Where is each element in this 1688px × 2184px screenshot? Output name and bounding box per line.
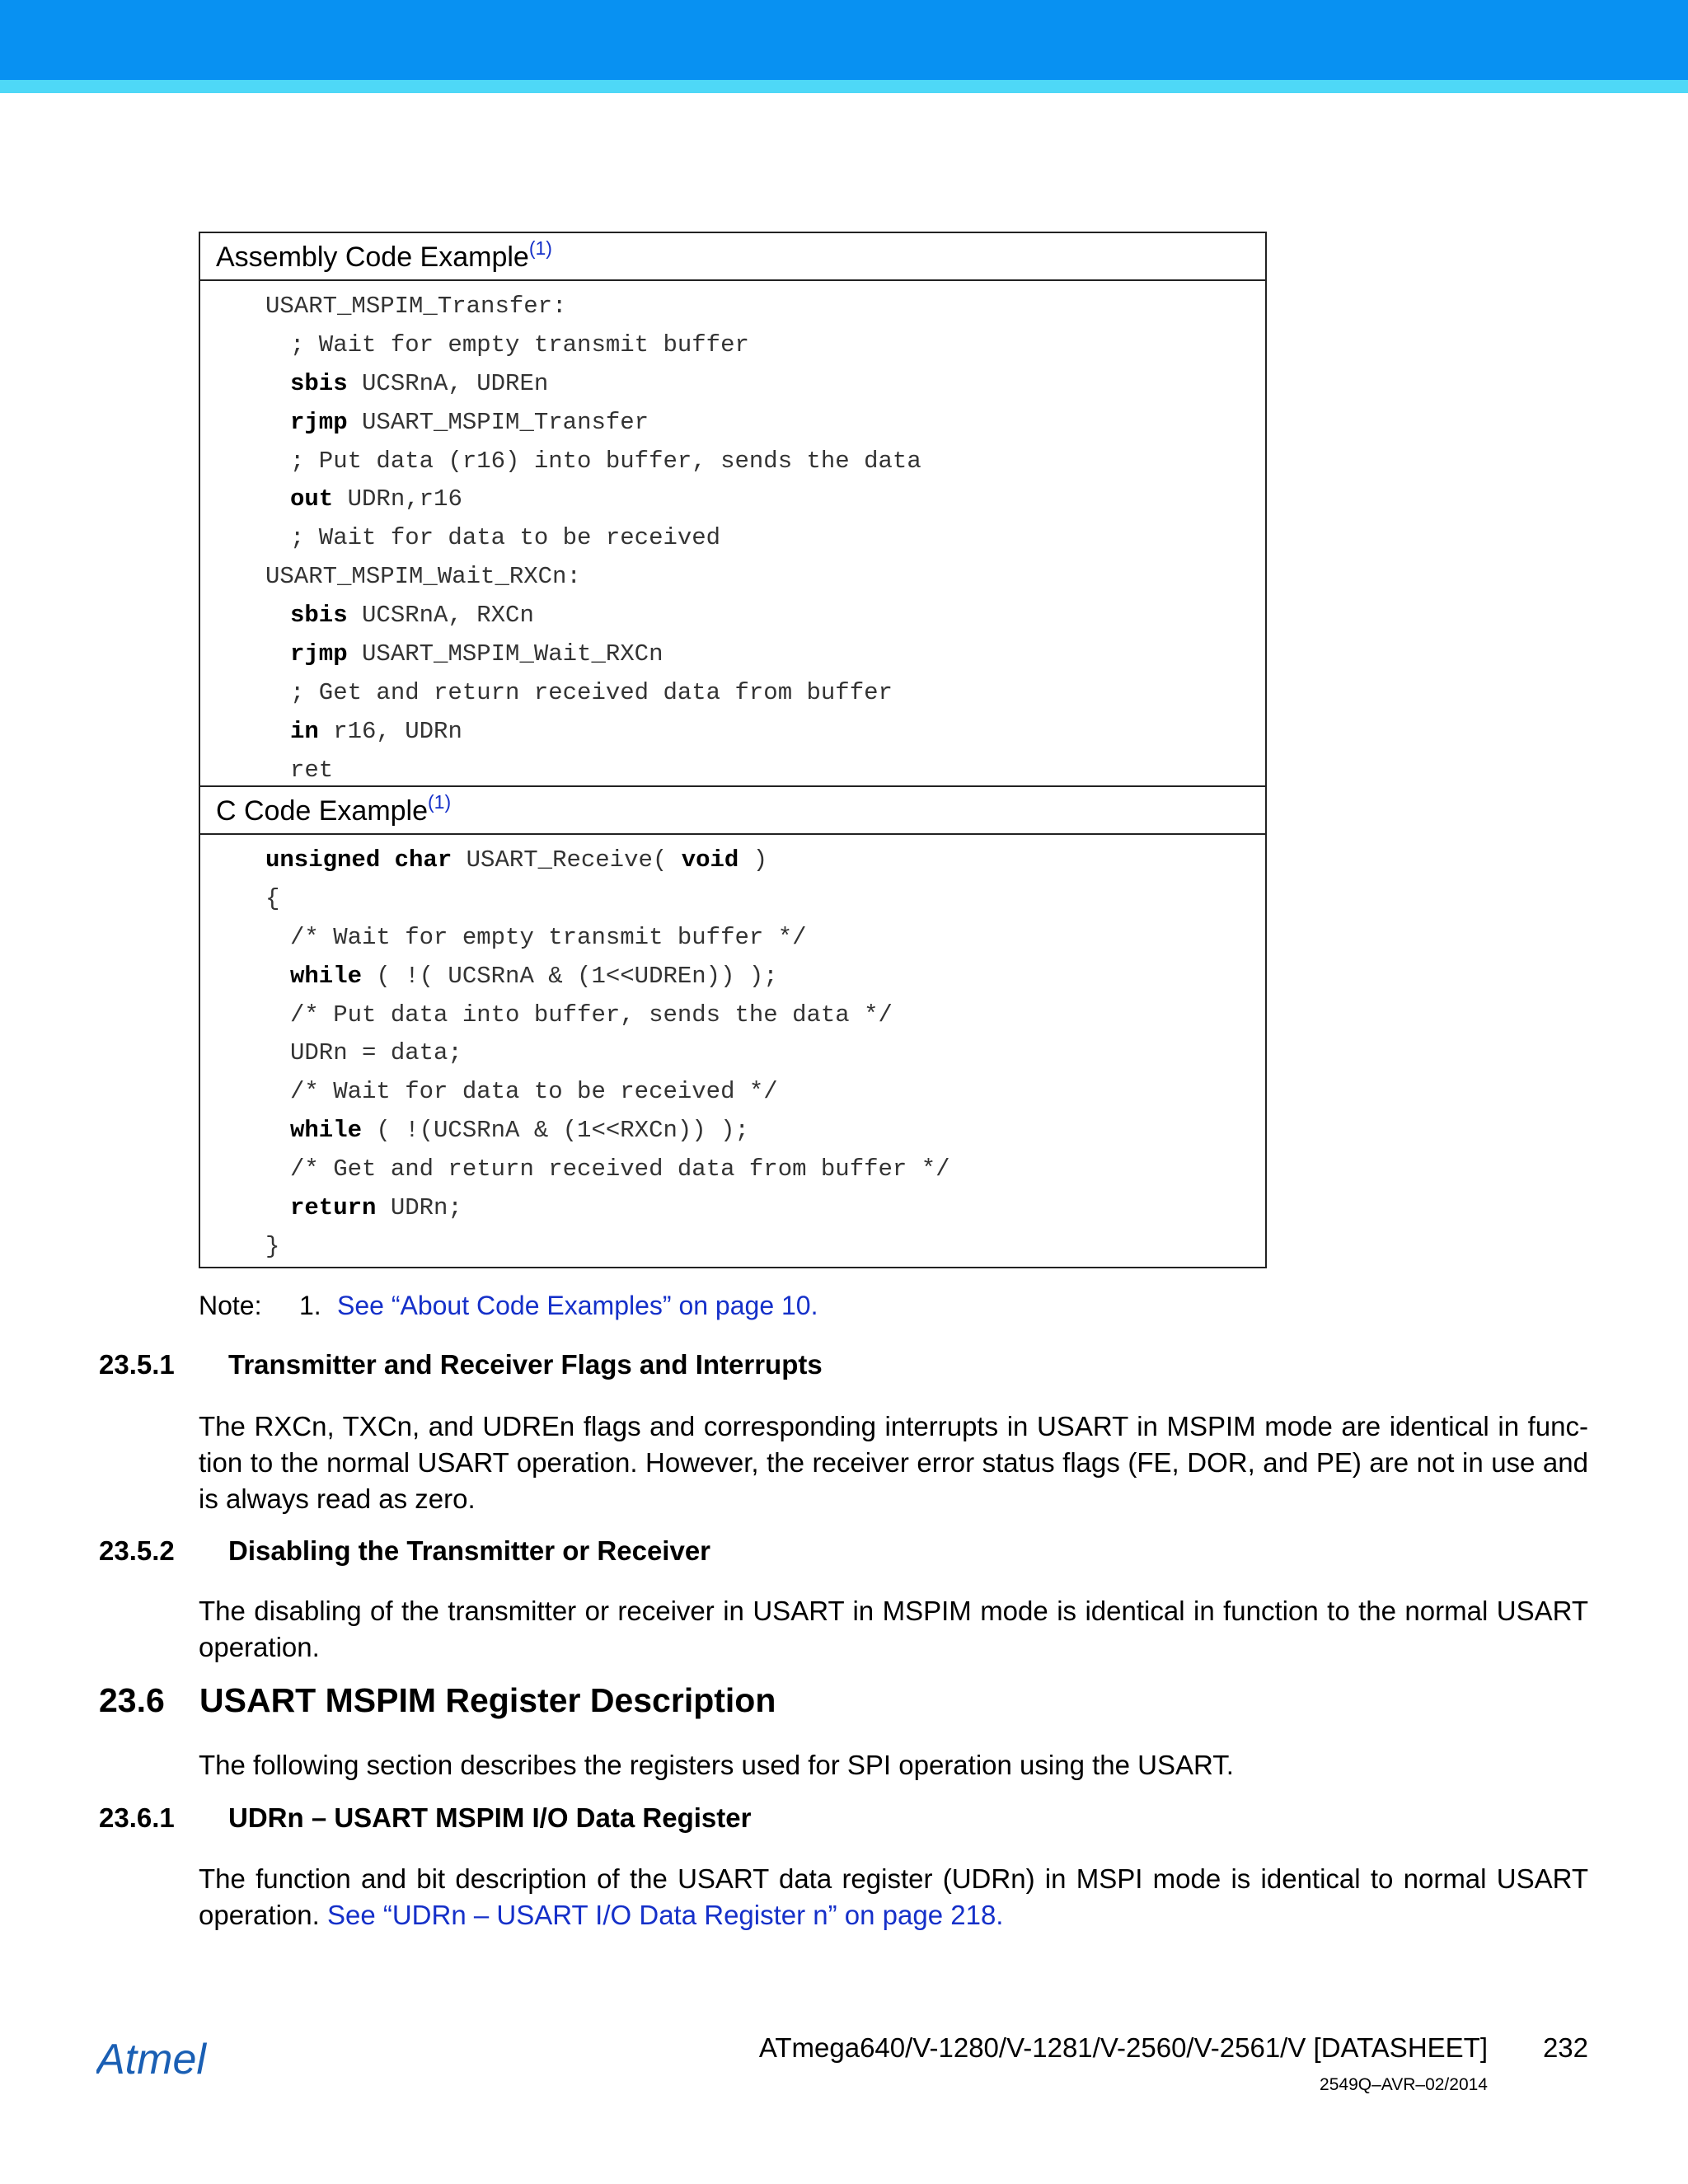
asm-code-text: ; Put data (r16) into buffer, sends the data bbox=[290, 447, 921, 475]
c-code-text: UDRn = data; bbox=[290, 1039, 462, 1067]
asm-code-line bbox=[265, 519, 1265, 558]
asm-code-line bbox=[265, 288, 1265, 326]
asm-code-line bbox=[265, 713, 1265, 752]
section-number: 23.5.2 bbox=[99, 1535, 175, 1566]
section-title: Disabling the Transmitter or Receiver bbox=[228, 1535, 711, 1566]
c-code-text: } bbox=[265, 1232, 280, 1260]
c-code-line bbox=[265, 1151, 1265, 1189]
note-label: Note: bbox=[199, 1291, 262, 1320]
c-keyword: unsigned char bbox=[265, 846, 452, 874]
c-code-line bbox=[265, 880, 1265, 919]
asm-code-text: USART_MSPIM_Wait_RXCn bbox=[347, 640, 663, 668]
note-number: 1. bbox=[299, 1291, 321, 1320]
c-keyword: while bbox=[290, 962, 363, 990]
asm-code-line bbox=[265, 404, 1265, 443]
c-code-text: ( !(UCSRnA & (1<<RXCn)) ); bbox=[362, 1117, 749, 1145]
asm-footnote-ref[interactable]: (1) bbox=[528, 237, 552, 259]
section-number: 23.5.1 bbox=[99, 1349, 175, 1380]
asm-code-line bbox=[265, 480, 1265, 519]
atmel-logo bbox=[96, 2036, 245, 2089]
c-keyword: return bbox=[290, 1194, 377, 1222]
c-code-text: ( !( UCSRnA & (1<<UDREn)) ); bbox=[362, 962, 778, 990]
c-code-text: UDRn; bbox=[376, 1194, 462, 1222]
asm-code-block bbox=[200, 281, 1265, 787]
section-title: USART MSPIM Register Description bbox=[199, 1681, 776, 1719]
section-23-6-paragraph: The following section describes the registers used for SPI operation using the USART. bbox=[199, 1750, 1234, 1780]
c-code-line bbox=[265, 919, 1265, 958]
c-code-text: /* Wait for empty transmit buffer */ bbox=[290, 923, 807, 951]
asm-code-text: ret bbox=[290, 756, 334, 784]
asm-code-text: ; Wait for data to be received bbox=[290, 524, 721, 552]
footer-revision: 2549Q–AVR–02/2014 bbox=[1320, 2075, 1488, 2094]
c-keyword: while bbox=[290, 1117, 363, 1145]
c-code-line bbox=[265, 1112, 1265, 1151]
asm-keyword: out bbox=[290, 485, 334, 513]
asm-keyword: in bbox=[290, 717, 319, 745]
asm-code-text: ; Get and return received data from buffer bbox=[290, 678, 893, 706]
asm-code-text: ; Wait for empty transmit buffer bbox=[290, 330, 749, 359]
c-code-line bbox=[265, 1034, 1265, 1073]
asm-code-line bbox=[265, 365, 1265, 404]
note-link[interactable]: See “About Code Examples” on page 10. bbox=[337, 1291, 818, 1320]
c-code-line bbox=[265, 1228, 1265, 1267]
c-code-line bbox=[265, 996, 1265, 1035]
asm-code-line bbox=[265, 635, 1265, 674]
atmel-logo-text: Atmel bbox=[96, 2036, 206, 2083]
asm-code-line bbox=[265, 443, 1265, 481]
c-code-line bbox=[265, 958, 1265, 996]
c-code-line bbox=[265, 841, 1265, 880]
footer-document-title: ATmega640/V-1280/V-1281/V-2560/V-2561/V [DATASHEET] bbox=[758, 2032, 1488, 2063]
section-23-5-2-paragraph: The disabling of the transmitter or receiver in USART in MSPIM mode is identical in function to the normal USART operation. bbox=[199, 1596, 1588, 1662]
asm-code-text: UCSRnA, RXCn bbox=[347, 602, 534, 630]
footer-page-number: 232 bbox=[1542, 2032, 1588, 2063]
asm-code-line bbox=[265, 752, 1265, 790]
c-keyword: void bbox=[681, 846, 739, 874]
asm-keyword: rjmp bbox=[290, 408, 348, 436]
section-title: Transmitter and Receiver Flags and Interrupts bbox=[228, 1349, 823, 1380]
asm-code-text: UCSRnA, UDREn bbox=[347, 369, 549, 397]
c-code-text: USART_Receive( bbox=[452, 846, 682, 874]
c-footnote-ref[interactable]: (1) bbox=[428, 791, 452, 813]
c-code-text: ) bbox=[738, 846, 768, 874]
c-code-text: /* Wait for data to be received */ bbox=[290, 1078, 778, 1106]
asm-code-text: r16, UDRn bbox=[318, 717, 462, 745]
section-23-5-1-paragraph: The RXCn, TXCn, and UDREn flags and corresponding interrupts in USART in MSPIM mode are identical in func-tion to the normal USART operation. However, the receiver error status flags (FE, DOR, and PE) are not in use and is always read as zero. bbox=[199, 1411, 1588, 1514]
asm-keyword: sbis bbox=[290, 369, 348, 397]
c-code-text: /* Get and return received data from buffer */ bbox=[290, 1155, 950, 1183]
section-23-6-1-paragraph bbox=[199, 1861, 1588, 1933]
table-note bbox=[199, 1291, 818, 1321]
c-code-line bbox=[265, 1189, 1265, 1228]
asm-code-line bbox=[265, 326, 1265, 365]
code-example-table bbox=[199, 232, 1267, 1268]
section-number: 23.6.1 bbox=[99, 1802, 175, 1833]
section-title: UDRn – USART MSPIM I/O Data Register bbox=[228, 1802, 752, 1833]
c-code-text: { bbox=[265, 884, 280, 912]
atmel-logo-mark bbox=[96, 2036, 245, 2085]
asm-table-header bbox=[200, 233, 1265, 281]
asm-keyword: sbis bbox=[290, 602, 348, 630]
header-bar bbox=[0, 0, 1688, 80]
asm-code-line bbox=[265, 558, 1265, 597]
asm-keyword: rjmp bbox=[290, 640, 348, 668]
asm-code-line bbox=[265, 597, 1265, 635]
asm-code-text: USART_MSPIM_Transfer: bbox=[265, 293, 567, 320]
asm-code-text: USART_MSPIM_Wait_RXCn: bbox=[265, 563, 581, 591]
header-accent-strip bbox=[0, 80, 1688, 93]
asm-code-text: USART_MSPIM_Transfer bbox=[347, 408, 649, 436]
c-code-block bbox=[200, 835, 1265, 1267]
c-table-title: C Code Example bbox=[216, 795, 429, 827]
c-table-header bbox=[200, 787, 1265, 835]
c-code-line bbox=[265, 1073, 1265, 1112]
asm-code-text: UDRn,r16 bbox=[333, 485, 462, 513]
section-number: 23.6 bbox=[99, 1681, 165, 1719]
asm-table-title: Assembly Code Example bbox=[216, 241, 529, 273]
paragraph-text: The function and bit description of the USART data register (UDRn) in MSPI mode is identical to normal USART operation. bbox=[199, 1863, 1588, 1930]
c-code-text: /* Put data into buffer, sends the data */ bbox=[290, 1001, 893, 1029]
asm-code-line bbox=[265, 674, 1265, 713]
udrn-register-link[interactable]: See “UDRn – USART I/O Data Register n” on page 218. bbox=[326, 1900, 1004, 1930]
